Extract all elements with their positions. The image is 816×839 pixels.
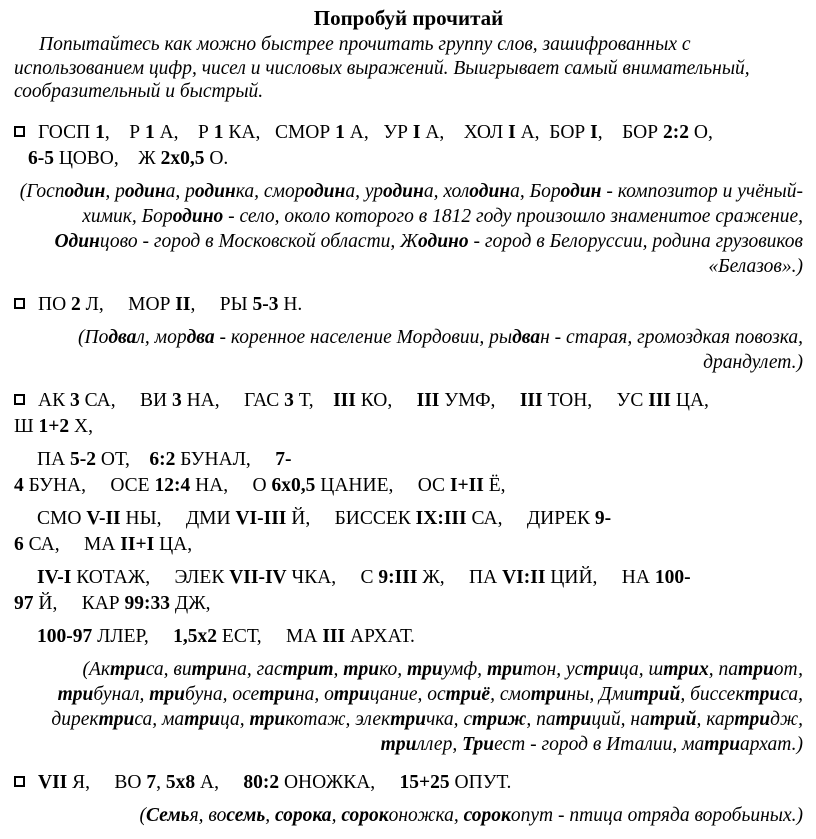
answer-text: , кар (696, 708, 735, 730)
cipher-number: 6х0,5 (271, 474, 316, 496)
puzzle-word-part: , БОР (597, 121, 663, 143)
answer-text: цание, ос (369, 683, 446, 705)
cipher-number: 4 (14, 474, 24, 496)
cipher-number: IV-I (37, 566, 72, 588)
cipher-number: 6 (14, 533, 24, 555)
decoded-segment: три (259, 683, 295, 705)
square-bullet-icon (14, 298, 25, 309)
cipher-number: 5-3 (252, 293, 279, 315)
puzzle-word-part: Ш (14, 415, 39, 437)
cipher-number: 1 (144, 121, 155, 143)
decoded-segment: одино (172, 205, 224, 227)
puzzle-group (14, 388, 803, 440)
decoded-segment: три (738, 658, 774, 680)
answer-text: ны, Дми (566, 683, 634, 705)
puzzle-line (14, 414, 803, 440)
answer-text: , (265, 804, 275, 826)
answer-text: ллер, (416, 733, 463, 755)
puzzle-word-part: АРХАТ. (345, 625, 415, 647)
puzzle-word-part: ПО (38, 293, 72, 315)
square-bullet-icon (14, 394, 25, 405)
puzzle-group (14, 120, 803, 172)
decoded-segment: три (333, 683, 370, 705)
puzzle-group (14, 565, 803, 617)
answer-text: , па (526, 708, 556, 730)
cipher-number: 6:2 (149, 448, 176, 470)
square-bullet-icon (14, 126, 25, 137)
answer-text: л, мор (136, 326, 187, 348)
answer-text: цово - город в Московской области, Ж (99, 230, 419, 252)
puzzle-line (14, 120, 803, 146)
decoded-segment: один (64, 180, 106, 202)
puzzle-word-part: ЦА, (671, 389, 709, 411)
puzzle-word-part: СА, ВИ (79, 389, 172, 411)
decoded-segment: один (383, 180, 424, 202)
puzzle-word-part: КО, (355, 389, 417, 411)
answer-text: ко, (379, 658, 407, 680)
decoded-segment: триё (445, 683, 491, 705)
answer-text: ца, (219, 708, 250, 730)
puzzle-word-part: А, Р (154, 121, 214, 143)
answer-text: а, ур (345, 180, 384, 202)
puzzle-word-part: ЦА, (154, 533, 193, 555)
cipher-number: I (412, 121, 421, 143)
puzzle-word-part: Я, ВО (67, 771, 147, 793)
cipher-number: VII (38, 771, 68, 793)
puzzle-group (14, 624, 803, 650)
decoded-segment: три (583, 658, 620, 680)
answer-text: котаж, элек (285, 708, 391, 730)
decoded-segment: три (380, 733, 417, 755)
puzzle-content (14, 120, 803, 828)
decoded-segment: три (98, 708, 135, 730)
puzzle-word-part: Т, (293, 389, 334, 411)
answer-text: буна, осе (185, 683, 260, 705)
puzzle-word-part: ЦОВО, Ж (54, 147, 161, 169)
cipher-number: 2:2 (662, 121, 689, 143)
decoded-segment: два (108, 326, 137, 348)
decoded-segment: трий (649, 708, 697, 730)
decoded-segment: три (390, 708, 426, 730)
cipher-number: VI-III (235, 507, 287, 529)
decoded-segment: трий (633, 683, 681, 705)
puzzle-word-part: ЕСТ, МА (217, 625, 323, 647)
decoded-segment: Три (462, 733, 495, 755)
decoded-segment: три (406, 658, 443, 680)
puzzle-group (14, 770, 803, 796)
decoded-segment: сорок (341, 804, 389, 826)
puzzle-word-part: НА, ГАС (181, 389, 285, 411)
answer-text: я, во (189, 804, 227, 826)
puzzle-line (14, 624, 803, 650)
answer-text: , биссек (680, 683, 745, 705)
cipher-number: 15+25 (399, 771, 450, 793)
answer-text: от, (773, 658, 803, 680)
decoded-segment: один (194, 180, 236, 202)
puzzle-word-part: СА, ДИРЕК (466, 507, 595, 529)
decoded-segment: один (469, 180, 511, 202)
puzzle-line (14, 473, 803, 499)
puzzle-word-part: СМО (37, 507, 87, 529)
cipher-number: 2 (71, 293, 81, 315)
answer-text: а, хол (423, 180, 470, 202)
cipher-number: III (648, 389, 672, 411)
cipher-number: V-II (86, 507, 121, 529)
answer-text: , р (105, 180, 125, 202)
answer-text: ций, на (591, 708, 650, 730)
puzzle-word-part: КА, СМОР (223, 121, 336, 143)
decoded-segment: три (57, 683, 94, 705)
puzzle-group (14, 506, 803, 558)
cipher-number: 100- (654, 566, 691, 588)
cipher-number: III (416, 389, 440, 411)
puzzle-word-part: , (156, 771, 166, 793)
cipher-number: 7- (275, 448, 292, 470)
puzzle-word-part: АК (38, 389, 70, 411)
decoded-segment: семь (226, 804, 266, 826)
cipher-number: I (590, 121, 598, 143)
cipher-number: 9- (594, 507, 612, 529)
answer-paragraph (14, 325, 803, 375)
cipher-number: 1 (95, 121, 105, 143)
puzzle-word-part: ЦИЙ, НА (545, 566, 655, 588)
cipher-number: 2х0,5 (160, 147, 205, 169)
cipher-number: 1+2 (38, 415, 70, 437)
answer-text: (По (78, 326, 109, 348)
puzzle-line (14, 146, 803, 172)
puzzle-line (14, 506, 803, 532)
puzzle-word-part: НЫ, ДМИ (120, 507, 236, 529)
puzzle-line (14, 447, 803, 473)
decoded-segment: три (704, 733, 741, 755)
answer-text: - композитор и учёный-химик, Бор (82, 180, 803, 227)
answer-text: на, о (294, 683, 334, 705)
answer-text: на, гас (227, 658, 283, 680)
answer-text: а, Бор (510, 180, 561, 202)
cipher-number: 97 (14, 592, 34, 614)
answer-paragraph (14, 803, 803, 828)
square-bullet-icon (14, 776, 25, 787)
puzzle-line (14, 532, 803, 558)
puzzle-word-part: ЧКА, С (286, 566, 379, 588)
puzzle-word-part: О. (204, 147, 229, 169)
cipher-number: 100-97 (37, 625, 93, 647)
cipher-number: II+I (120, 533, 155, 555)
decoded-segment: один (560, 180, 602, 202)
decoded-segment: трит (282, 658, 334, 680)
puzzle-word-part: ОТ, (96, 448, 150, 470)
answer-text: , смо (490, 683, 531, 705)
puzzle-word-part: Л, МОР (80, 293, 176, 315)
puzzle-word-part: Ж, ПА (417, 566, 503, 588)
answer-paragraph (14, 657, 803, 757)
decoded-segment: три (486, 658, 523, 680)
cipher-number: 1,5х2 (173, 625, 218, 647)
decoded-segment: три (555, 708, 592, 730)
puzzle-line (14, 292, 803, 318)
answer-text: дж, (770, 708, 803, 730)
cipher-number: 80:2 (243, 771, 280, 793)
puzzle-word-part: А, БОР (515, 121, 591, 143)
cipher-number: 3 (69, 389, 80, 411)
puzzle-word-part: А, УР (344, 121, 413, 143)
cipher-number: III (322, 625, 346, 647)
answer-text: (Госп (19, 180, 65, 202)
cipher-number: 3 (284, 389, 294, 411)
answer-text: , (331, 804, 342, 826)
decoded-segment: сорок (463, 804, 511, 826)
answer-text: архат.) (740, 733, 803, 755)
decoded-segment: три (184, 708, 220, 730)
decoded-segment: сорока (274, 804, 332, 826)
decoded-segment: три (249, 708, 286, 730)
cipher-number: VII-IV (229, 566, 287, 588)
cipher-number: 6-5 (28, 147, 54, 169)
puzzle-word-part: ЛЛЕР, (92, 625, 174, 647)
intro-paragraph: Попытайтесь как можно быстрее прочитать группу слов, зашифрованных с использованием цифр, чисел и числовых выражений. Выигрывает самый внимательный, сообразительный и быстрый. (14, 34, 750, 102)
decoded-segment: три (734, 708, 771, 730)
puzzle-word-part: УМФ, (439, 389, 520, 411)
answer-text: умф, (442, 658, 487, 680)
cipher-number: 1 (335, 121, 345, 143)
cipher-number: II (175, 293, 191, 315)
decoded-segment: один (304, 180, 346, 202)
puzzle-word-part: ДЖ, (170, 592, 211, 614)
cipher-number: 7 (146, 771, 157, 793)
cipher-number: IX:III (415, 507, 467, 529)
answer-text: - город в Белоруссии, родина грузовиков «Белазов».) (468, 230, 803, 277)
puzzle-word-part: ГОСП (38, 121, 96, 143)
cipher-number: 1 (213, 121, 224, 143)
cipher-number: VI:II (502, 566, 546, 588)
cipher-number: 5-2 (70, 448, 97, 470)
answer-text: (Ак (82, 658, 111, 680)
answer-text: , па (708, 658, 739, 680)
cipher-number: 99:33 (124, 592, 171, 614)
answer-text: а, р (165, 180, 195, 202)
decoded-segment: три (744, 683, 781, 705)
decoded-segment: один (124, 180, 166, 202)
puzzle-line (14, 388, 803, 414)
decoded-segment: три (343, 658, 380, 680)
answer-text: ка, смор (235, 180, 305, 202)
puzzle-group (14, 292, 803, 318)
answer-text: н - старая, громоздкая повозка, драндулет.) (540, 326, 803, 373)
puzzle-word-part: О, (688, 121, 713, 143)
decoded-segment: Один (54, 230, 100, 252)
answer-paragraph (14, 179, 803, 279)
answer-text: ца, ш (619, 658, 664, 680)
decoded-segment: три (110, 658, 146, 680)
puzzle-word-part: Н. (278, 293, 303, 315)
cipher-number: 9:III (378, 566, 418, 588)
puzzle-group (14, 447, 803, 499)
puzzle-word-part: БУНА, ОСЕ (23, 474, 155, 496)
answer-text: бунал, (93, 683, 150, 705)
cipher-number: 12:4 (154, 474, 191, 496)
answer-text: са, ма (134, 708, 185, 730)
puzzle-word-part: ЦАНИЕ, ОС (315, 474, 450, 496)
cipher-number: III (333, 389, 356, 411)
decoded-segment: три (191, 658, 228, 680)
puzzle-word-part: БУНАЛ, (175, 448, 276, 470)
answer-text: , (333, 658, 344, 680)
cipher-number: I+II (449, 474, 484, 496)
answer-text: - село, около которого в 1812 году произошло знаменитое сражение, (223, 205, 803, 227)
puzzle-word-part: ТОН, УС (542, 389, 649, 411)
page-title: Попробуй прочитай (313, 6, 504, 30)
answer-text: - коренное население Мордовии, ры (214, 326, 513, 348)
answer-text: опут - птица отряда воробьиных.) (510, 804, 803, 826)
answer-text: оножка, (388, 804, 464, 826)
answer-text: са, дирек (51, 683, 803, 730)
cipher-number: III (519, 389, 543, 411)
puzzle-word-part: Ё, (483, 474, 506, 496)
puzzle-word-part: КОТАЖ, ЭЛЕК (71, 566, 230, 588)
cipher-number: 5х8 (165, 771, 196, 793)
puzzle-word-part: , РЫ (190, 293, 253, 315)
puzzle-word-part: ОПУТ. (449, 771, 512, 793)
puzzle-word-part: СА, МА (23, 533, 121, 555)
puzzle-line (14, 591, 803, 617)
puzzle-line (14, 770, 803, 796)
decoded-segment: три (149, 683, 186, 705)
puzzle-word-part: ПА (37, 448, 71, 470)
puzzle-word-part: А, (195, 771, 244, 793)
decoded-segment: два (512, 326, 541, 348)
puzzle-line (14, 565, 803, 591)
answer-text: ( (139, 804, 147, 826)
decoded-segment: триж (472, 708, 527, 730)
decoded-segment: Семь (146, 804, 190, 826)
answer-text: тон, ус (522, 658, 584, 680)
answer-text: ест - город в Италии, ма (494, 733, 705, 755)
puzzle-word-part: ОНОЖКА, (279, 771, 400, 793)
decoded-segment: одино (418, 230, 469, 252)
puzzle-word-part: , Р (104, 121, 145, 143)
puzzle-word-part: А, ХОЛ (420, 121, 509, 143)
puzzle-word-part: Й, КАР (33, 592, 125, 614)
puzzle-word-part: Х, (69, 415, 94, 437)
answer-text: са, ви (145, 658, 192, 680)
puzzle-word-part: НА, О (190, 474, 272, 496)
puzzle-word-part: Й, БИССЕК (286, 507, 416, 529)
answer-text: чка, с (425, 708, 473, 730)
cipher-number: I (508, 121, 516, 143)
decoded-segment: трих (663, 658, 709, 680)
decoded-segment: два (186, 326, 215, 348)
decoded-segment: три (530, 683, 567, 705)
cipher-number: 3 (171, 389, 182, 411)
